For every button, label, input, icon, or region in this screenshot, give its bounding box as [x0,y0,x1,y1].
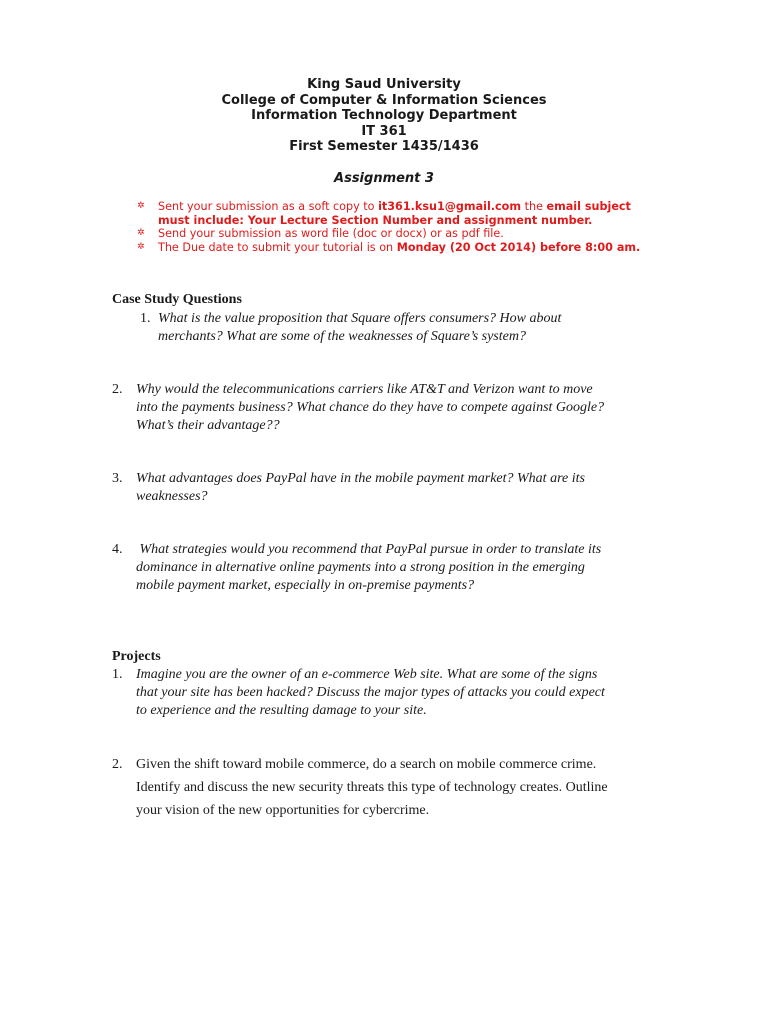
course-code: IT 361 [361,123,407,139]
question-number: 4. [112,542,123,557]
note-bold-text: email subject must include: Your Lecture Section Number and assignment number. [158,200,631,227]
question-line: merchants? What are some of the weaknesses of Square’s system? [158,329,526,345]
question-item [137,310,657,346]
note-item [137,227,657,241]
star-bullet-icon: ✲ [137,241,145,252]
project-number: 2. [112,757,123,772]
project-line: that your site has been hacked? Discuss the major types of attacks you could expect [136,685,605,701]
note-bold-text: Monday (20 Oct 2014) before 8:00 am. [396,240,641,254]
question-line: Why would the telecommunications carriers like AT&T and Verizon want to move [136,382,593,397]
question-line: weaknesses? [136,489,208,505]
note-text: The Due date to submit your tutorial is on [158,240,397,254]
case-study-heading: Case Study Questions [112,292,242,307]
document-header [0,77,768,155]
project-line: Given the shift toward mobile commerce, do a search on mobile commerce crime. [136,757,597,772]
department-name: Information Technology Department [251,108,517,124]
note-text: Send your submission as word file (doc or docx) or as pdf file. [158,227,504,241]
question-item [112,470,672,506]
college-name: College of Computer & Information Sciences [221,92,547,108]
question-line: What is the value proposition that Square offers consumers? How about [158,311,562,326]
semester: First Semester 1435/1436 [289,139,479,155]
note-text: Sent your submission as a soft copy to [158,200,379,213]
project-item [112,753,672,822]
question-line: into the payments business? What chance do they have to compete against Google? [136,400,605,416]
question-line: What strategies would you recommend that PayPal pursue in order to translate its [136,542,602,557]
university-name: King Saud University [307,77,461,92]
project-item [112,666,672,721]
star-bullet-icon: ✲ [137,201,145,211]
project-line: Imagine you are the owner of an e-commerce Web site. What are some of the signs [136,667,598,682]
question-line: mobile payment market, especially in on-premise payments? [136,578,475,594]
project-number: 1. [112,667,123,682]
project-line: your vision of the new opportunities for cybercrime. [136,803,430,818]
note-item [137,241,657,255]
question-number: 3. [112,471,123,486]
question-line: dominance in alternative online payments into a strong position in the emerging [136,560,585,576]
projects-heading: Projects [112,649,161,664]
question-number: 2. [112,382,123,397]
note-text: the [521,200,547,213]
note-item [137,200,657,227]
project-line: to experience and the resulting damage to your site. [136,703,427,719]
question-item [112,381,672,436]
question-item [112,541,672,596]
assignment-title: Assignment 3 [334,171,434,186]
star-bullet-icon: ✲ [137,228,145,239]
question-line: What advantages does PayPal have in the mobile payment market? What are its [136,471,585,486]
project-line: Identify and discuss the new security threats this type of technology creates. Outline [136,780,608,795]
submission-notes [137,200,657,254]
note-email: it361.ksu1@gmail.com [378,200,522,213]
question-line: What’s their advantage?? [136,418,280,434]
question-number: 1. [140,311,151,326]
